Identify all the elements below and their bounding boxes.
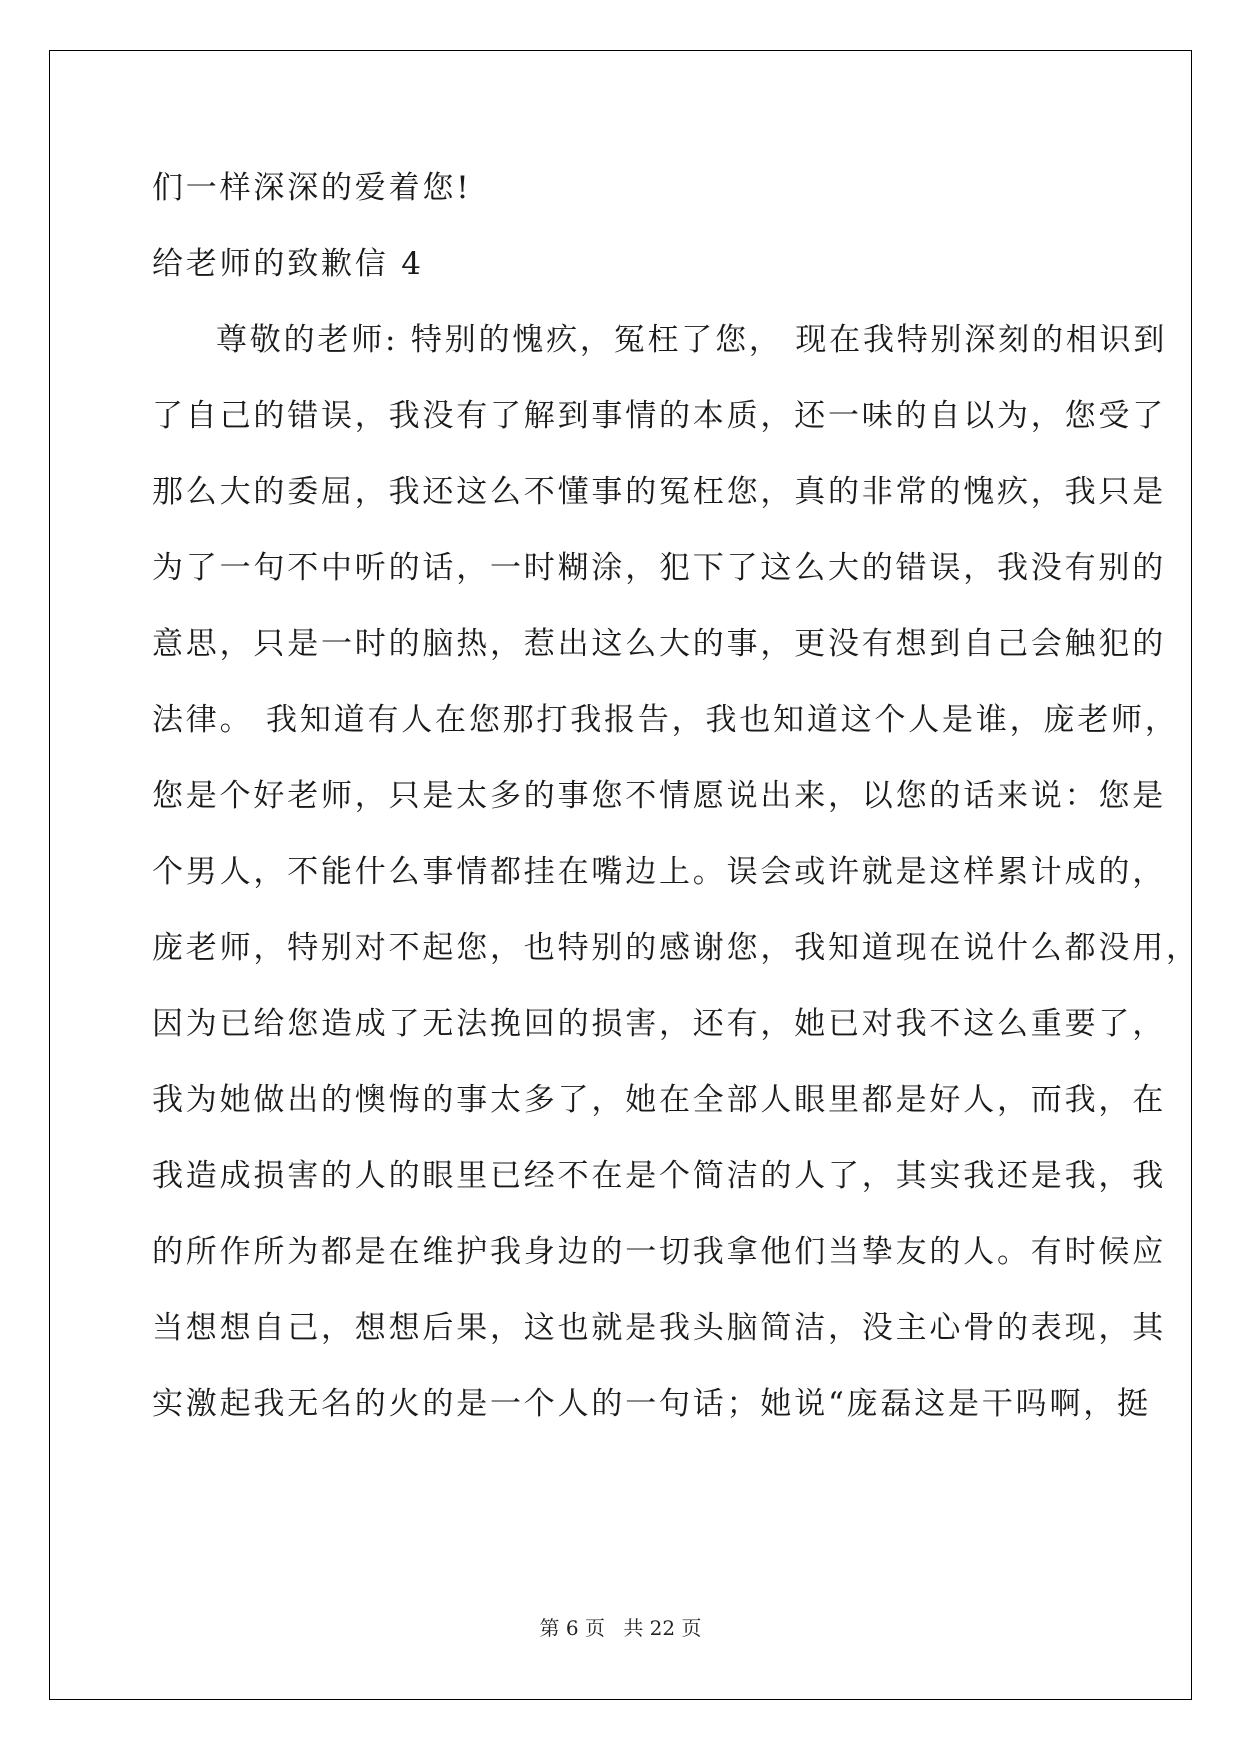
text-line: 们一样深深的爱着您! — [152, 170, 472, 206]
text-line: 因为已给您造成了无法挽回的损害，还有，她已对我不这么重要了， — [152, 1006, 1166, 1042]
text-line: 了自己的错误，我没有了解到事情的本质，还一味的自以为，您受了 — [152, 398, 1166, 434]
page-total: 共 22 页 — [623, 1616, 702, 1640]
text-line: 我为她做出的懊悔的事太多了，她在全部人眼里都是好人，而我，在 — [152, 1082, 1166, 1118]
section-heading: 给老师的致歉信 4 — [152, 246, 424, 282]
text-line: 为了一句不中听的话，一时糊涂，犯下了这么大的错误，我没有别的 — [152, 550, 1166, 586]
text-line: 法律。 我知道有人在您那打我报告，我也知道这个人是谁，庞老师， — [152, 702, 1179, 738]
text-line: 那么大的委屈，我还这么不懂事的冤枉您，真的非常的愧疚，我只是 — [152, 474, 1166, 510]
text-line: 我造成损害的人的眼里已经不在是个简洁的人了，其实我还是我，我 — [152, 1158, 1166, 1194]
text-line: 实激起我无名的火的是一个人的一句话；她说“庞磊这是干吗啊，挺 — [152, 1386, 1151, 1422]
document-body — [152, 165, 1200, 1457]
text-line: 庞老师，特别对不起您，也特别的感谢您，我知道现在说什么都没用， — [152, 930, 1200, 966]
text-line: 的所作所为都是在维护我身边的一切我拿他们当挚友的人。有时候应 — [152, 1234, 1166, 1270]
text-line: 当想想自己，想想后果，这也就是我头脑简洁，没主心骨的表现，其 — [152, 1310, 1166, 1346]
page-number: 第 6 页 — [539, 1616, 605, 1640]
page-footer — [0, 1612, 1241, 1641]
text-line: 您是个好老师，只是太多的事您不情愿说出来，以您的话来说：您是 — [152, 778, 1166, 814]
text-line: 个男人，不能什么事情都挂在嘴边上。误会或许就是这样累计成的， — [152, 854, 1166, 890]
paragraph-first-line: 尊敬的老师: 特别的愧疚，冤枉了您， 现在我特别深刻的相识到 — [216, 322, 1168, 358]
text-line: 意思，只是一时的脑热，惹出这么大的事，更没有想到自己会触犯的 — [152, 626, 1166, 662]
